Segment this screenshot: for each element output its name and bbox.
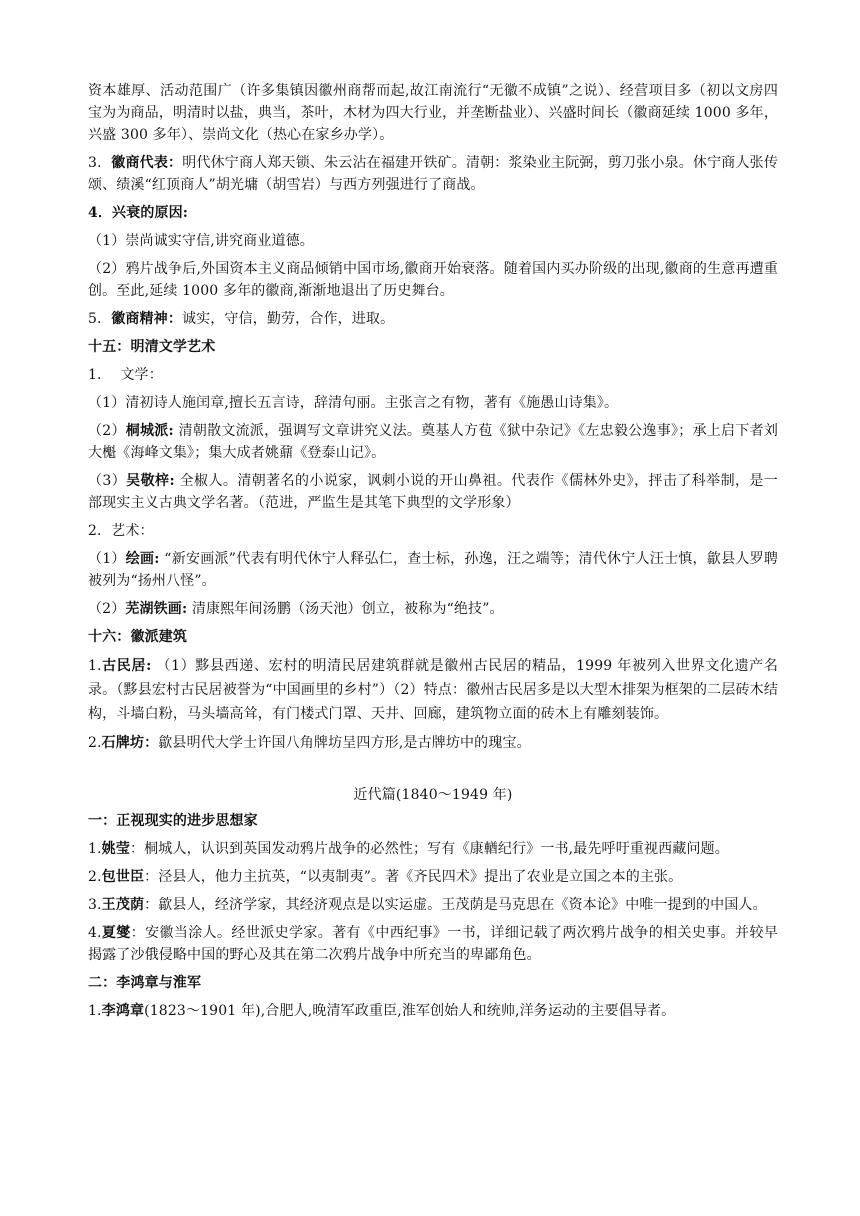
item-text: 清朝散文流派，强调写文章讲究义法。奠基人方苞《狱中杂记》《左忠毅公逸事》；承上启下者刘大櫆《海峰文集》；集大成者姚鼐《登泰山记》。: [88, 423, 778, 461]
li-hongzhang-item-1: [88, 1000, 778, 1022]
item-text: （1）黟县西递、宏村的明清民居建筑群就是徽州古民居的精品，1999 年被列入世界文化遗产名录。（黟县宏村古民居被誉为“中国画里的乡村”）（2）特点：徽州古民居多是以大型木排架为框架的二层砖木结构，斗墙白粉，马头墙高耸，有门楼式门罩、天井、回廊，建筑物立面的砖木上有雕刻装饰。: [88, 658, 779, 722]
item-title: 石牌坊: [101, 735, 145, 751]
item-colon: :: [154, 551, 160, 567]
section-heading-15: 十五：明清文学艺术: [88, 339, 216, 355]
thinker-item-3: [88, 894, 778, 916]
item-prefix: （1）: [88, 551, 126, 567]
modern-section-2-heading: 二：李鸿章与淮军: [88, 975, 202, 991]
architecture-item-1: [88, 654, 778, 726]
item-text: 泾县人，他力主抗英，“以夷制夷”。著《齐民四术》提出了农业是立国之本的主张。: [158, 869, 683, 885]
item-title: 包世臣: [101, 869, 145, 885]
item-number: 3.: [88, 897, 102, 913]
item-text: 明代休宁商人郑天锁、朱云沾在福建开铁矿。清朝：浆染业主阮弼，剪刀张小泉。休宁商人张传颂、绩溪“红顶商人”胡光墉（胡雪岩）与西方列强进行了商战。: [88, 155, 778, 193]
item-prefix: （3）: [88, 473, 127, 489]
item-colon: ：: [130, 925, 146, 941]
item-colon: ：: [144, 897, 159, 913]
item-colon: ：: [129, 841, 145, 857]
item-prefix: （2）: [88, 601, 126, 617]
literature-heading: 1． 文学：: [88, 367, 163, 383]
item-number: 1.: [88, 658, 102, 674]
item-text: 安徽当涂人。经世派史学家。著有《中西纪事》一书，详细记载了两次鸦片战争的相关史事。并较早揭露了沙俄侵略中国的野心及其在第二次鸦片战争中所充当的卑鄙角色。: [88, 925, 778, 963]
item-colon: :: [169, 473, 175, 489]
literature-item-1: （1）清初诗人施闰章,擅长五言诗，辞清句丽。主张言之有物，著有《施愚山诗集》。: [88, 395, 619, 411]
item-text: 歙县人，经济学家，其经济观点是以实运虚。王茂荫是马克思在《资本论》中唯一提到的中国人。: [158, 897, 767, 913]
modern-era-title: 近代篇(1840～1949 年): [353, 787, 513, 803]
item-text: 清康熙年间汤鹏（汤天池）创立，被称为“绝技”。: [187, 601, 504, 617]
architecture-item-2: [88, 732, 778, 754]
literature-item-2: [88, 420, 778, 464]
item-rise-fall-heading: 4．兴衰的原因:: [88, 205, 189, 221]
item-number: 2.: [88, 735, 102, 751]
item-title: 李鸿章: [101, 1003, 145, 1019]
item-huishang-representatives: [88, 152, 778, 196]
item-title: 桐城派: [125, 423, 169, 439]
item-colon: ：: [144, 735, 159, 751]
document-page: [88, 80, 778, 1022]
item-title: 芜湖铁画: [125, 601, 182, 617]
item-title: 姚莹: [101, 841, 130, 857]
item-title: 吴敬梓: [126, 473, 170, 489]
item-number: 2.: [88, 869, 102, 885]
item-colon: ：: [167, 311, 182, 327]
item-colon: ：: [168, 155, 183, 171]
item-text: (1823～1901 年),合肥人,晚清军政重臣,淮军创始人和统帅,洋务运动的主要倡导者。: [144, 1003, 676, 1019]
item-colon: :: [168, 423, 174, 439]
item-title: 徽商精神: [111, 311, 168, 327]
item-title: 绘画: [125, 551, 155, 567]
item-title: 王茂荫: [101, 897, 145, 913]
item-number: 3．: [88, 155, 112, 171]
item-colon: :: [181, 601, 188, 617]
item-huishang-spirit: [88, 308, 778, 330]
item-title: 古民居: [101, 658, 147, 674]
item-text: “新安画派”代表有明代休宁人释弘仁，查士标，孙逸，汪之端等；清代休宁人汪士慎，歙县人罗聘被列为“扬州八怪”。: [88, 551, 778, 589]
item-colon: ：: [144, 869, 159, 885]
item-rise-fall-point-1: （1）崇尚诚实守信,讲究商业道德。: [88, 233, 314, 249]
item-text: 桐城人，认识到英国发动鸦片战争的必然性；写有《康輶纪行》一书,最先呼吁重视西藏问题。: [144, 841, 729, 857]
item-colon: :: [146, 658, 152, 674]
item-text: 歙县明代大学士许国八角牌坊呈四方形,是古牌坊中的瑰宝。: [158, 735, 531, 751]
thinker-item-4: [88, 922, 778, 966]
item-number: 4.: [88, 925, 102, 941]
item-prefix: （2）: [88, 423, 126, 439]
item-title: 夏燮: [101, 925, 131, 941]
art-item-1: [88, 548, 778, 592]
item-number: 1.: [88, 1003, 102, 1019]
thinker-item-1: [88, 838, 778, 860]
art-heading: 2．艺术：: [88, 523, 154, 539]
item-title: 徽商代表: [111, 155, 169, 171]
thinker-item-2: [88, 866, 778, 888]
item-number: 5．: [88, 311, 112, 327]
literature-item-3: [88, 470, 778, 514]
item-rise-fall-point-2: （2）鸦片战争后,外国资本主义商品倾销中国市场,徽商开始衰落。随着国内买办阶级的出现,徽商的生意再遭重创。至此,延续 1000 多年的徽商,渐渐地退出了历史舞台。: [88, 261, 778, 299]
section-heading-16: 十六：徽派建筑: [88, 629, 188, 645]
item-text: 诚实，守信，勤劳，合作，进取。: [181, 311, 395, 327]
item-text: 全椒人。清朝著名的小说家，讽刺小说的开山鼻祖。代表作《儒林外史》，抨击了科举制，是一部现实主义古典文学名著。（范进，严监生是其笔下典型的文学形象）: [88, 473, 778, 511]
item-number: 1.: [88, 841, 102, 857]
paragraph-huishang-features: 资本雄厚、活动范围广（许多集镇因徽州商帮而起,故江南流行“无徽不成镇”之说）、经营项目多（初以文房四宝为为商品，明清时以盐，典当，茶叶，木材为四大行业，并垄断盐业）、兴盛时间长（徽商延续 1000 多年，兴盛 300 多年）、崇尚文化（热心在家乡办学）。: [88, 83, 778, 143]
modern-section-1-heading: 一：正视现实的进步思想家: [88, 813, 258, 829]
art-item-2: [88, 598, 778, 620]
